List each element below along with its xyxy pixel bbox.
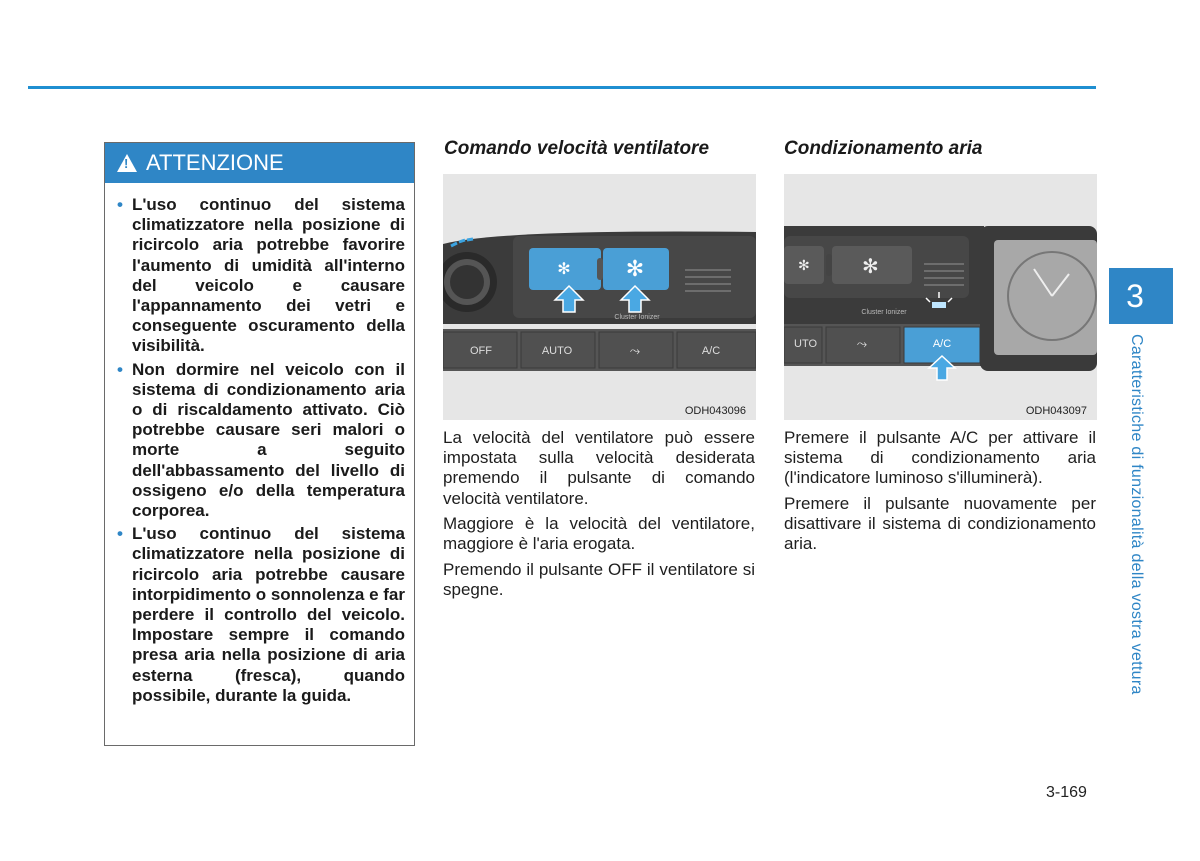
warning-item: • L'uso continuo del sistema climatizzatore nella posizione di ricircolo aria potrebbe favorire l'aumento di umidità all'interno del veicolo e causare l'appannamento dei vetri e conseguente oscuramento della visibilità. bbox=[117, 195, 405, 356]
ac-control-illustration bbox=[784, 174, 1097, 420]
warning-header bbox=[105, 143, 414, 183]
ac-control-figure bbox=[784, 174, 1097, 420]
warning-item: • L'uso continuo del sistema climatizzatore nella posizione di ricircolo aria potrebbe causare intorpidimento o sonnolenza e far perdere il controllo del veicolo. Impostare sempre il comando presa aria nella posizione di aria esterna (fresca), quando possibile, durante la guida. bbox=[117, 524, 405, 705]
bullet-icon: • bbox=[117, 524, 123, 544]
svg-text:⤳: ⤳ bbox=[629, 343, 641, 358]
warning-triangle-icon: ! bbox=[117, 154, 137, 172]
bullet-icon: • bbox=[117, 195, 123, 214]
ac-label: A/C bbox=[932, 338, 952, 350]
auto-label: AUTO bbox=[541, 345, 573, 357]
svg-text:✻: ✻ bbox=[557, 261, 571, 278]
warning-list bbox=[105, 183, 414, 706]
chapter-number: 3 bbox=[1126, 277, 1144, 314]
bullet-icon: • bbox=[117, 359, 123, 379]
off-label: OFF bbox=[470, 345, 492, 357]
warning-box bbox=[104, 142, 415, 746]
chapter-title: Caratteristiche di funzionalità della vostra vettura bbox=[1128, 334, 1145, 695]
ac-section-heading: Condizionamento aria bbox=[784, 138, 983, 159]
ac-paragraph-1: Premere il pulsante A/C per attivare il sistema di condizionamento aria (l'indicatore luminoso s'illuminerà). bbox=[784, 428, 1096, 488]
ac-label: A/C bbox=[701, 345, 721, 357]
figure-code: ODH043096 bbox=[684, 405, 746, 417]
svg-text:✻: ✻ bbox=[798, 257, 810, 273]
fan-paragraph-1: La velocità del ventilatore può essere impostata sulla velocità desiderata premendo il pulsante di comando velocità ventilatore. bbox=[443, 428, 755, 508]
fan-control-illustration bbox=[443, 174, 756, 420]
warning-title: ATTENZIONE bbox=[146, 150, 284, 175]
svg-text:✻: ✻ bbox=[625, 256, 645, 281]
page-number: 3-169 bbox=[1046, 784, 1087, 801]
ionizer-label: Cluster Ionizer bbox=[861, 309, 907, 316]
fan-section-heading: Comando velocità ventilatore bbox=[444, 138, 710, 159]
warning-item: • Non dormire nel veicolo con il sistema di condizionamento aria o di riscaldamento attivato. Ciò potrebbe causare seri malori o morte a seguito dell'abbassamento del livello di ossigeno e/o della temperatura corporea. bbox=[117, 359, 405, 521]
top-rule bbox=[28, 86, 1096, 89]
chapter-tab[interactable] bbox=[1109, 268, 1173, 324]
svg-text:✻: ✻ bbox=[862, 256, 879, 278]
ionizer-label: Cluster Ionizer bbox=[614, 314, 660, 321]
fan-paragraph-3: Premendo il pulsante OFF il ventilatore si spegne. bbox=[443, 560, 755, 600]
svg-text:⤳: ⤳ bbox=[856, 336, 868, 351]
figure-code: ODH043097 bbox=[1025, 405, 1087, 417]
fan-control-figure bbox=[443, 174, 756, 420]
auto-cut-label: UTO bbox=[794, 338, 818, 350]
fan-paragraph-2: Maggiore è la velocità del ventilatore, maggiore è l'aria erogata. bbox=[443, 514, 755, 554]
ac-paragraph-2: Premere il pulsante nuovamente per disattivare il sistema di condizionamento aria. bbox=[784, 494, 1096, 554]
